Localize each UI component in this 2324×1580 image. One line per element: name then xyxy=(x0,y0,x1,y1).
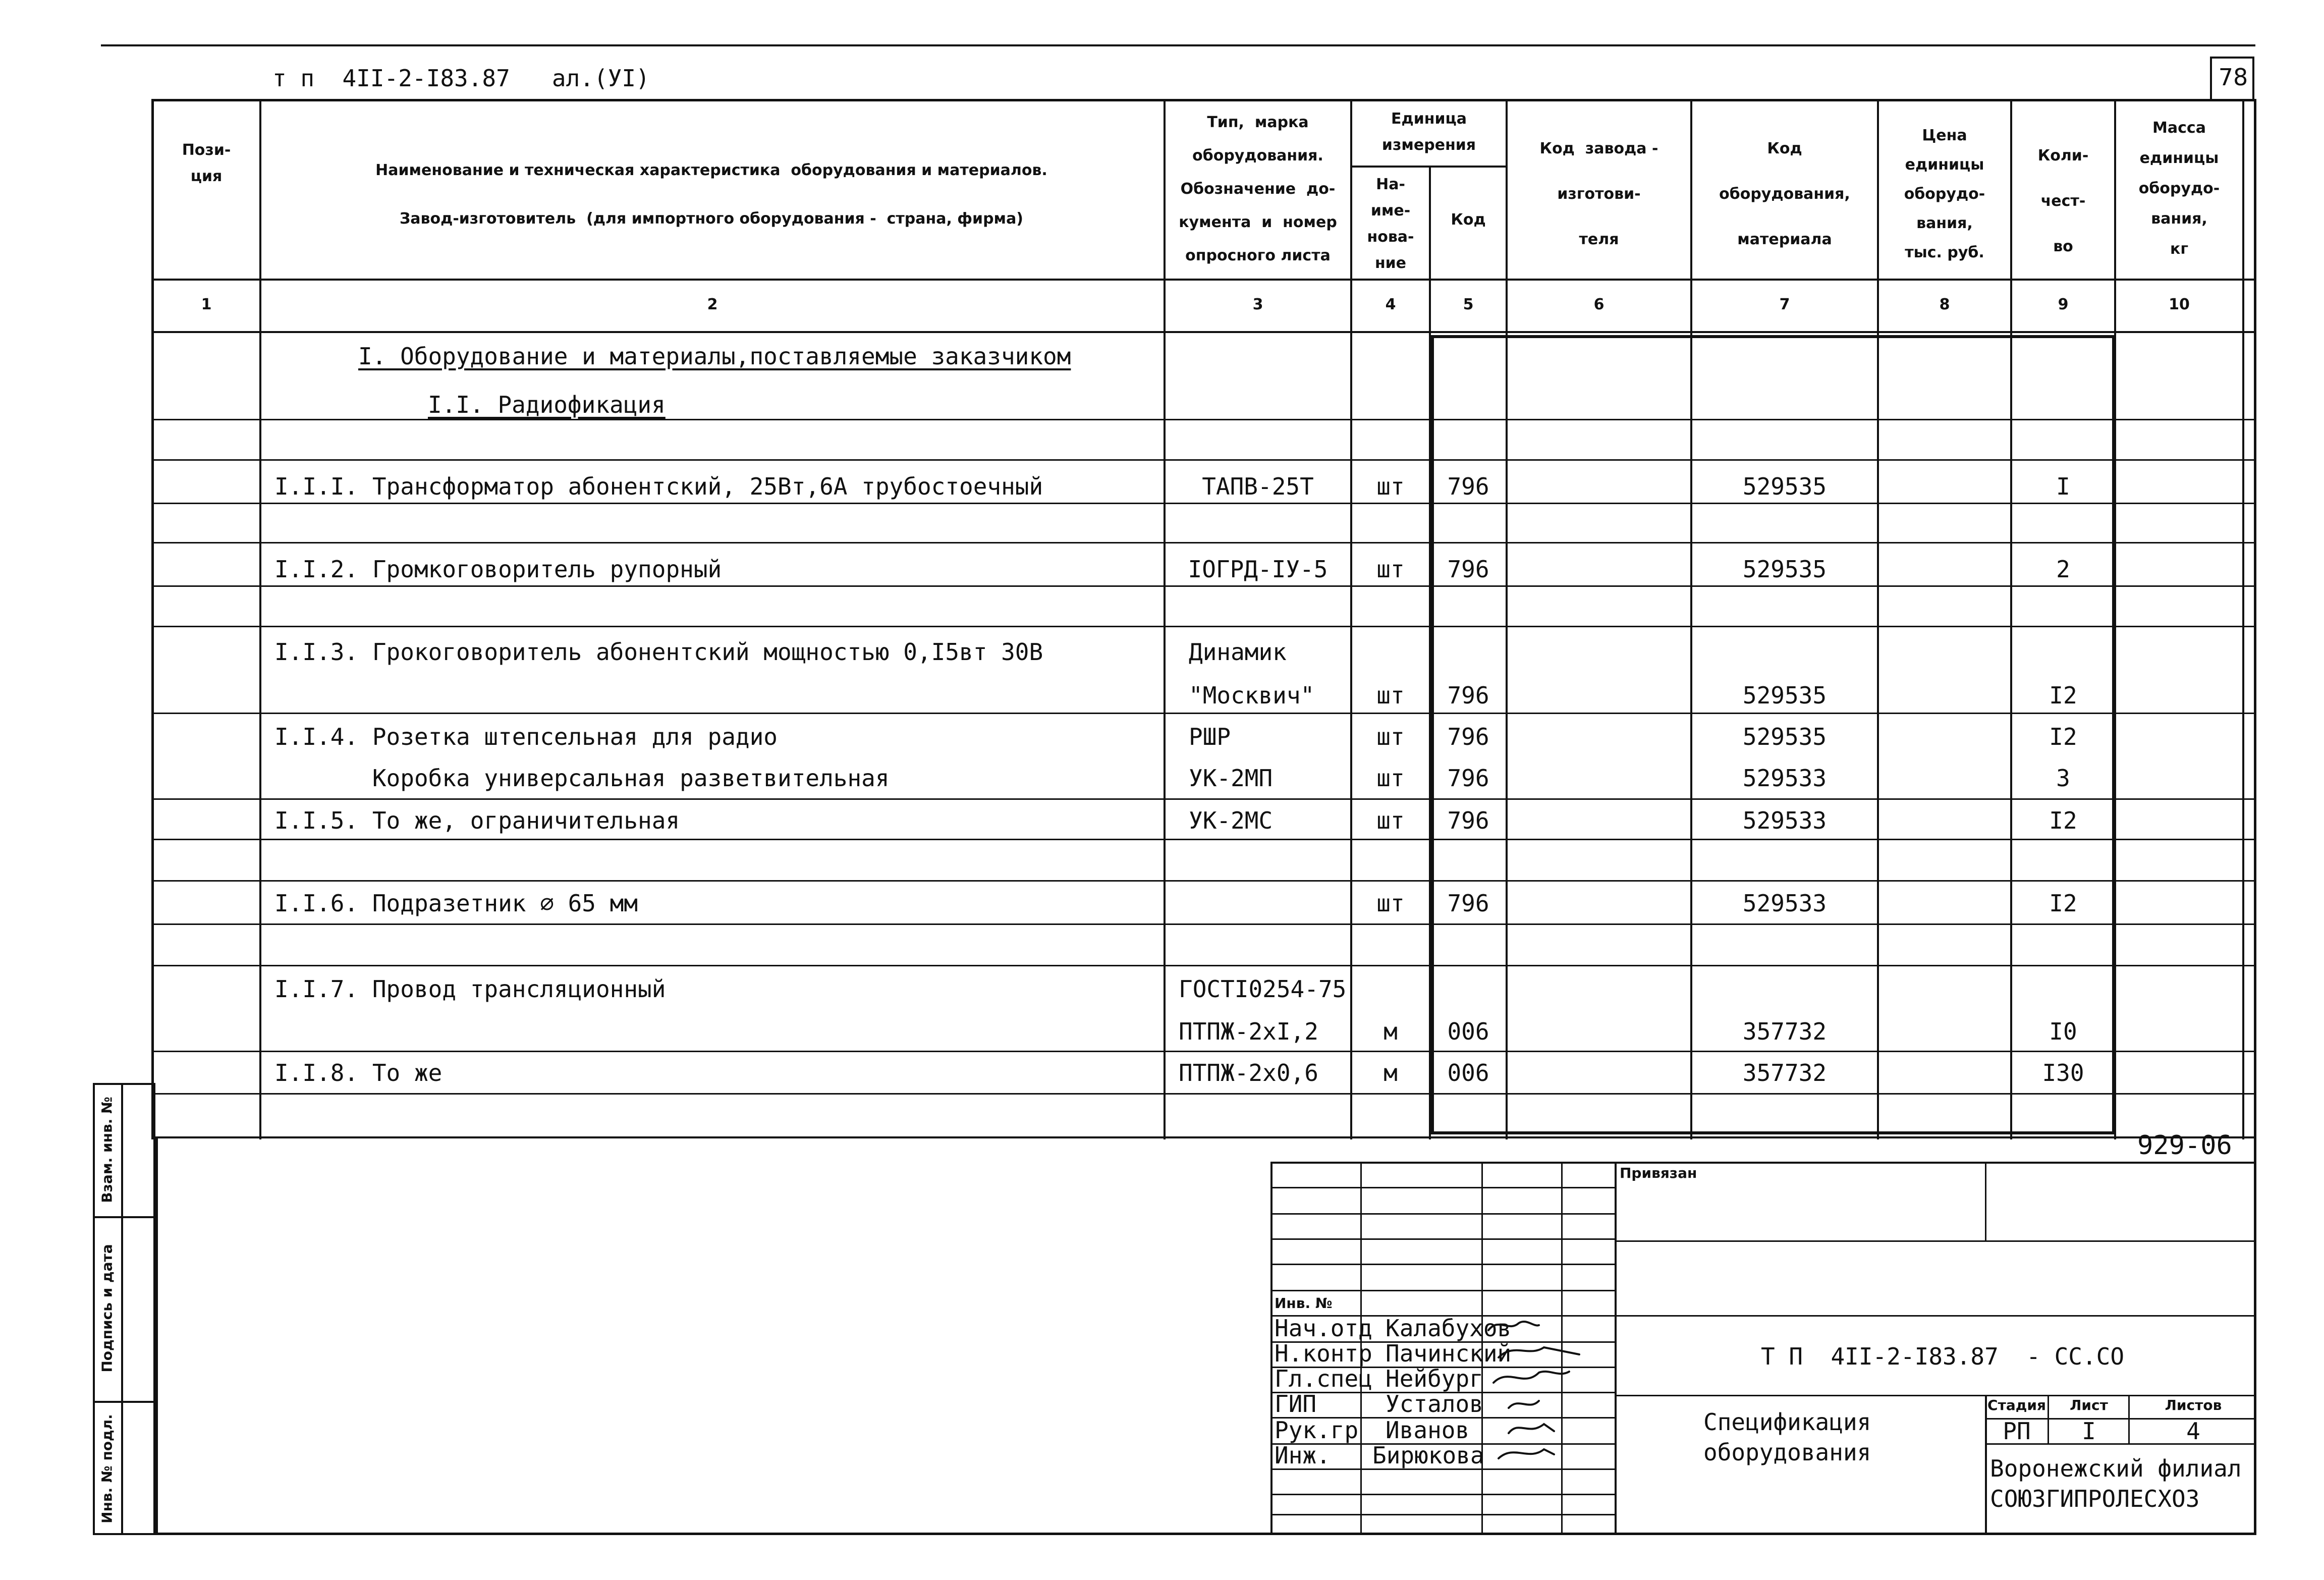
col-num-7: 7 xyxy=(1779,296,1790,313)
tb-signer-role: Инж. xyxy=(1275,1442,1331,1469)
row-type: "Москвич" xyxy=(1189,682,1315,709)
side-strip-divider xyxy=(121,1083,123,1535)
row-unit: шт xyxy=(1376,682,1405,709)
row-name: I.I.7. Провод трансляционный xyxy=(274,975,666,1003)
tb-signer-role: Рук.гр xyxy=(1275,1416,1359,1444)
top-border xyxy=(101,44,2255,46)
row-name: I.I.2. Громкоговоритель рупорный xyxy=(274,556,722,583)
row-code: 796 xyxy=(1447,890,1489,917)
tb-row xyxy=(1270,1514,1615,1515)
tb-stage: РП xyxy=(2003,1418,2031,1445)
tb-sheet: I xyxy=(2082,1418,2096,1445)
row-type: ПТПЖ-2хI,2 xyxy=(1179,1018,1318,1045)
row-type: Динамик xyxy=(1189,638,1287,666)
col-num-3: 3 xyxy=(1252,296,1263,313)
tb-signer-name: Пачинский xyxy=(1386,1340,1512,1367)
row-unit: м xyxy=(1384,1059,1398,1086)
row-line xyxy=(151,965,2256,966)
row-name: I.I.4. Розетка штепсельная для радио xyxy=(274,723,778,750)
row-code: 796 xyxy=(1447,765,1489,792)
row-qty: I2 xyxy=(2049,682,2077,709)
row-type: УК-2МС xyxy=(1189,807,1273,834)
signatures-drawing xyxy=(1478,1312,1610,1479)
row-unit: шт xyxy=(1376,807,1405,834)
tb-privyazan: Привязан xyxy=(1620,1165,1697,1181)
row-name: I.I.8. То же xyxy=(274,1059,442,1086)
tb-signer-name: Бирюкова xyxy=(1372,1442,1484,1469)
row-code: 796 xyxy=(1447,807,1489,834)
doc-code: 929-06 xyxy=(2137,1130,2232,1161)
row-name: I.I.5. То же, ограничительная xyxy=(274,807,680,834)
row-equip: 357732 xyxy=(1742,1059,1827,1086)
tb-stage-label: Стадия xyxy=(1987,1397,2046,1413)
col-10-title: Масса единицы оборудо- вания, кг xyxy=(2138,119,2220,258)
row-line xyxy=(151,1093,2256,1095)
unit-group-line xyxy=(1350,166,1508,168)
row-type: ПТПЖ-2х0,6 xyxy=(1179,1059,1318,1086)
row-equip: 529533 xyxy=(1742,807,1827,834)
row-code: 006 xyxy=(1447,1018,1489,1045)
signature-scribble xyxy=(1488,1322,1539,1330)
row-line xyxy=(151,923,2256,925)
tb-col xyxy=(2048,1395,2049,1444)
tb-row xyxy=(1615,1395,2256,1396)
row-qty: I xyxy=(2056,473,2070,500)
row-equip: 529535 xyxy=(1742,723,1827,750)
row-unit: шт xyxy=(1376,723,1405,750)
row-name: I.I.6. Подразетник ⌀ 65 мм xyxy=(274,890,638,917)
row-type: ГОСТI0254-75 xyxy=(1179,975,1347,1003)
col-4-title: На- име- нова- ние xyxy=(1367,176,1414,272)
col-num-6: 6 xyxy=(1593,296,1604,313)
signature-scribble xyxy=(1499,1347,1579,1357)
row-line xyxy=(151,585,2256,587)
row-type: IОГРД-IУ-5 xyxy=(1188,556,1328,583)
side-label-signature: Подпись и дата xyxy=(98,1244,116,1373)
row-type: РШР xyxy=(1189,723,1231,750)
row-qty: I30 xyxy=(2042,1059,2084,1086)
signature-scribble xyxy=(1493,1372,1569,1383)
col-5-title: Код xyxy=(1451,211,1486,229)
row-code: 006 xyxy=(1447,1059,1489,1086)
tb-sheets: 4 xyxy=(2186,1418,2200,1445)
tb-row xyxy=(1270,1213,1615,1215)
row-equip: 529533 xyxy=(1742,890,1827,917)
row-equip: 529535 xyxy=(1742,682,1827,709)
row-qty: 2 xyxy=(2056,556,2070,583)
col-sep-10 xyxy=(2242,99,2244,1139)
row-line xyxy=(151,713,2256,714)
tb-signer-role: ГИП xyxy=(1275,1390,1317,1418)
row-line xyxy=(151,798,2256,800)
side-label-inv: Инв. № подл. xyxy=(98,1414,116,1523)
row-line xyxy=(151,503,2256,504)
col-num-9: 9 xyxy=(2058,296,2069,313)
tb-org: Воронежский филиал СОЮЗГИПРОЛЕСХОЗ xyxy=(1990,1455,2242,1512)
row-name: I.I.3. Грокоговоритель абонентский мощностью 0,I5вт 30В xyxy=(274,638,1043,666)
tb-row xyxy=(1615,1240,2256,1242)
row-unit: м xyxy=(1384,1018,1398,1045)
subsection-title: I.I. Радиофикация xyxy=(428,391,666,418)
row-equip: 529533 xyxy=(1742,765,1827,792)
side-label-replace: Взам. инв. № xyxy=(98,1097,116,1203)
tb-row xyxy=(1270,1187,1615,1188)
row-name: I.I.I. Трансформатор абонентский, 25Вт,6А трубостоечный xyxy=(274,473,1043,500)
col-num-4: 4 xyxy=(1385,296,1396,313)
row-type: УК-2МП xyxy=(1189,765,1273,792)
tb-privyazan-divider xyxy=(1985,1162,1986,1241)
row-qty: 3 xyxy=(2056,765,2070,792)
row-line xyxy=(151,839,2256,840)
col-6-title: Код завода - изготови- теля xyxy=(1539,140,1658,248)
col-num-10: 10 xyxy=(2169,296,2190,313)
col-2-title: Наименование и техническая характеристика оборудования и материалов. Завод-изготовитель (для импортного оборудования - страна, фирма) xyxy=(375,161,1047,228)
tb-signer-role: Нач.отд xyxy=(1275,1315,1372,1342)
row-code: 796 xyxy=(1447,473,1489,500)
row-unit: шт xyxy=(1376,890,1405,917)
row-qty: I2 xyxy=(2049,807,2077,834)
section-title: I. Оборудование и материалы,поставляемые заказчиком xyxy=(358,343,1071,370)
tb-signer-name: Иванов xyxy=(1386,1416,1470,1444)
tb-row xyxy=(1270,1238,1615,1240)
row-code: 796 xyxy=(1447,682,1489,709)
row-line xyxy=(151,626,2256,627)
tb-doc-title: Спецификация оборудования xyxy=(1703,1408,1871,1466)
row-qty: I2 xyxy=(2049,723,2077,750)
row-code: 796 xyxy=(1447,556,1489,583)
col-1-title: Пози- ция xyxy=(182,141,231,185)
tb-col xyxy=(2128,1395,2130,1444)
row-code: 796 xyxy=(1447,723,1489,750)
col-num-8: 8 xyxy=(1939,296,1950,313)
col-9-title: Коли- чест- во xyxy=(2037,147,2089,255)
row-unit: шт xyxy=(1376,765,1405,792)
row-line xyxy=(151,459,2256,461)
row-qty: I0 xyxy=(2049,1018,2077,1045)
tb-signer-name: Нейбург xyxy=(1386,1365,1483,1392)
col-num-2: 2 xyxy=(707,296,718,313)
row-equip: 529535 xyxy=(1742,473,1827,500)
row-unit: шт xyxy=(1376,473,1405,500)
tb-row xyxy=(1615,1315,2256,1317)
row-qty: I2 xyxy=(2049,890,2077,917)
sheet-header: т п 4II-2-I83.87 ал.(УI) xyxy=(272,65,650,92)
unit-group-title: Единица измерения xyxy=(1381,110,1476,154)
col-num-5: 5 xyxy=(1463,296,1474,313)
row-line xyxy=(151,542,2256,543)
row-line xyxy=(151,1051,2256,1052)
row-equip: 357732 xyxy=(1742,1018,1827,1045)
col-3-title: Тип, марка оборудования. Обозначение до- кумента и номер опросного листа xyxy=(1179,114,1337,264)
row-line xyxy=(151,880,2256,882)
tb-signer-name: Калабухов xyxy=(1386,1315,1512,1342)
tb-stage-divider xyxy=(1985,1395,1987,1535)
col-7-title: Код оборудования, материала xyxy=(1719,140,1850,248)
col-num-1: 1 xyxy=(201,296,212,313)
row-type: ТАПВ-25Т xyxy=(1202,473,1314,500)
colnum-bottom xyxy=(151,331,2256,333)
row-name: Коробка универсальная разветвительная xyxy=(274,765,890,792)
tb-inv-label: Инв. № xyxy=(1275,1295,1333,1312)
tb-sheet-label: Лист xyxy=(2070,1397,2108,1413)
tb-signer-role: Гл.спец xyxy=(1275,1365,1372,1392)
signature-scribble xyxy=(1499,1449,1554,1458)
row-equip: 529535 xyxy=(1742,556,1827,583)
signature-scribble xyxy=(1509,1401,1539,1408)
col-sep-1 xyxy=(259,99,261,1139)
row-unit: шт xyxy=(1376,556,1405,583)
tb-row xyxy=(1270,1494,1615,1495)
tb-row xyxy=(1270,1264,1615,1265)
tb-sheets-label: Листов xyxy=(2165,1397,2222,1413)
header-bottom xyxy=(151,279,2256,281)
tb-signer-name: Усталов xyxy=(1386,1390,1483,1418)
tb-row xyxy=(1270,1290,1615,1291)
signature-scribble xyxy=(1509,1424,1554,1433)
col-8-title: Цена единицы оборудо- вания, тыс. руб. xyxy=(1904,127,1985,261)
tb-signer-role: Н.контр xyxy=(1275,1340,1372,1367)
tb-main-divider xyxy=(1615,1162,1617,1535)
tb-designation: Т П 4II-2-I83.87 - СС.СО xyxy=(1761,1343,2125,1370)
sheet-number: 78 xyxy=(2218,64,2248,91)
